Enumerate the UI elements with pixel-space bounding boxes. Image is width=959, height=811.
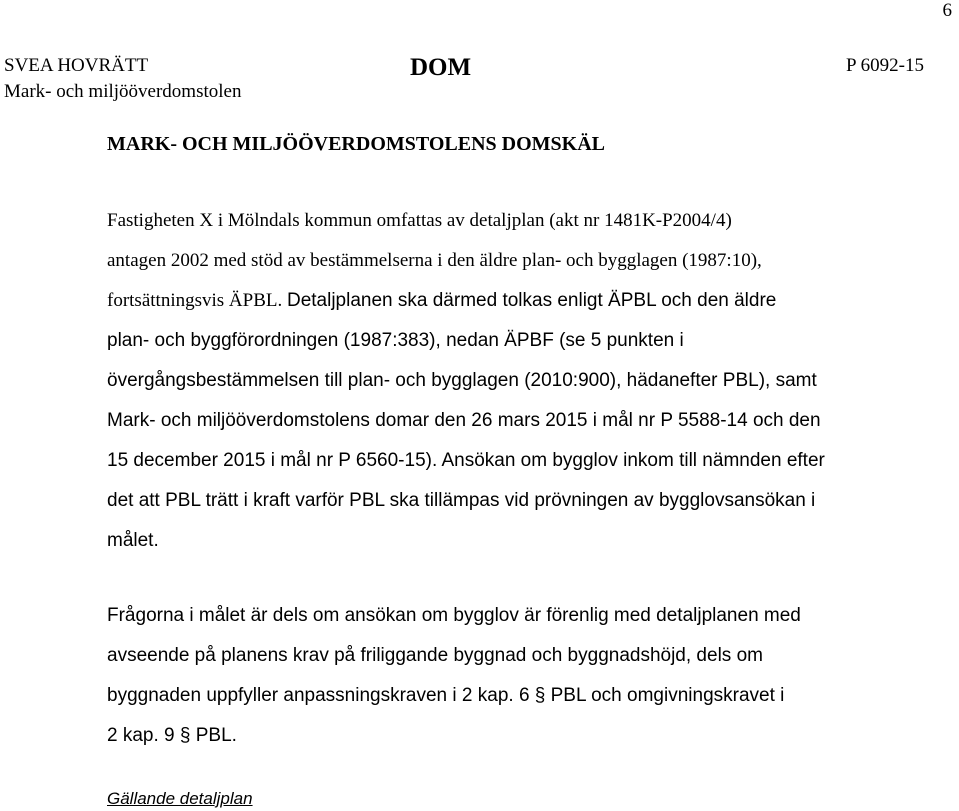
text-line: plan- och byggförordningen (1987:383), nedan ÄPBF (se 5 punkten i (107, 330, 684, 351)
subheading: Gällande detaljplan (107, 789, 253, 808)
section-heading: MARK- OCH MILJÖÖVERDOMSTOLENS DOMSKÄL (107, 133, 605, 155)
paragraph-questions (107, 596, 801, 756)
text-line: Frågorna i målet är dels om ansökan om bygglov är förenlig med detaljplanen med (107, 605, 801, 626)
text-segment: fortsättningsvis ÄPBL. (107, 290, 287, 311)
text-line: det att PBL trätt i kraft varför PBL ska tillämpas vid prövningen av bygglovsansökan i (107, 490, 816, 511)
text-line: 2 kap. 9 § PBL. (107, 725, 237, 746)
text-line: 15 december 2015 i mål nr P 6560-15). Ansökan om bygglov inkom till nämnden efter (107, 450, 825, 471)
text-line: byggnaden uppfyller anpassningskraven i 2 kap. 6 § PBL och omgivningskravet i (107, 685, 785, 706)
text-line (107, 281, 825, 321)
text-line: övergångsbestämmelsen till plan- och bygglagen (2010:900), hädanefter PBL), samt (107, 370, 817, 391)
case-number: P 6092-15 (846, 55, 924, 76)
text-line: målet. (107, 530, 159, 551)
document-type: DOM (410, 54, 472, 81)
text-line: antagen 2002 med stöd av bestämmelserna i den äldre plan- och bygglagen (1987:10), (107, 250, 762, 271)
text-line: Fastigheten X i Mölndals kommun omfattas av detaljplan (akt nr 1481K-P2004/4) (107, 210, 732, 231)
page-number: 6 (942, 0, 952, 21)
court-name: SVEA HOVRÄTT (4, 55, 149, 76)
court-subdivision: Mark- och miljööverdomstolen (4, 81, 242, 102)
text-segment: Detaljplanen ska därmed tolkas enligt ÄPBL och den äldre (286, 290, 777, 311)
paragraph-background (107, 201, 825, 561)
text-line: Mark- och miljööverdomstolens domar den 26 mars 2015 i mål nr P 5588-14 och den (107, 410, 821, 431)
text-line: avseende på planens krav på friliggande byggnad och byggnadshöjd, dels om (107, 645, 763, 666)
